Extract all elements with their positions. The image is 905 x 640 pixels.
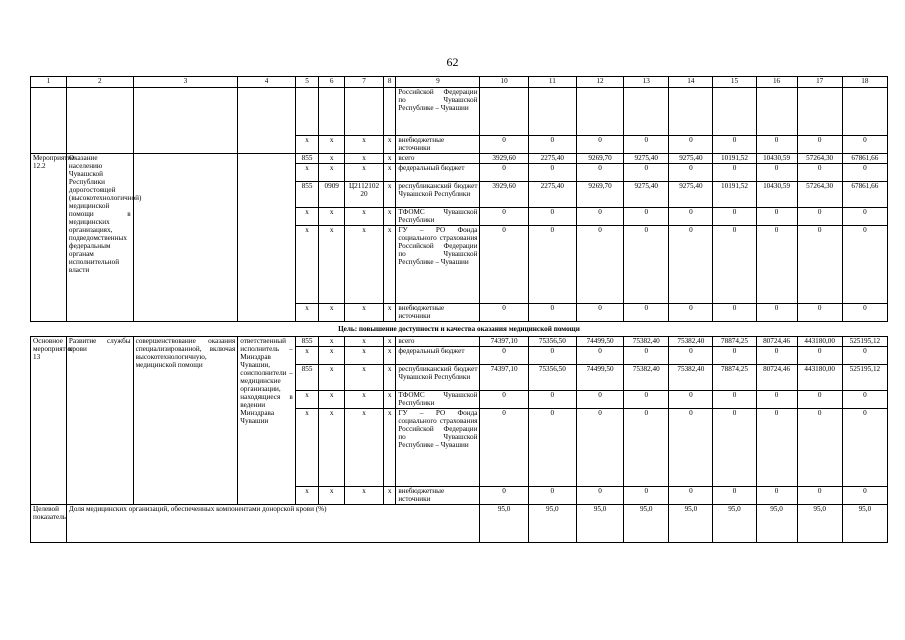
value-cell: 3929,60: [480, 182, 528, 208]
value-cell: 0: [576, 487, 623, 505]
funding-source: всего: [396, 154, 480, 164]
value-cell: 0: [842, 304, 887, 322]
value-cell: 75382,40: [669, 365, 713, 391]
value-cell: 0: [713, 226, 756, 304]
value-cell: 0: [797, 208, 842, 226]
code-article: x: [345, 154, 384, 164]
value-cell: 0: [576, 391, 623, 409]
cell-empty: [31, 88, 67, 154]
column-header-8: 8: [384, 77, 396, 88]
funding-source: республиканский бюджет Чувашской Республики: [396, 182, 480, 208]
value-cell: 0: [528, 164, 576, 182]
column-header-18: 18: [842, 77, 887, 88]
indicator-value: 95,0: [576, 505, 623, 543]
value-cell: 0: [842, 226, 887, 304]
goal-row: [31, 322, 888, 337]
value-cell: 3929,60: [480, 154, 528, 164]
table-body: [31, 77, 888, 543]
value-cell: 0: [576, 164, 623, 182]
code-section: x: [319, 304, 345, 322]
value-cell: 0: [756, 409, 797, 487]
value-cell: 10191,52: [713, 182, 756, 208]
value-cell: 9269,70: [576, 182, 623, 208]
code-type: x: [384, 337, 396, 347]
code-type: x: [384, 487, 396, 505]
cell-empty: [238, 154, 295, 322]
cell-empty: [133, 88, 238, 154]
code-type: x: [384, 409, 396, 487]
code-section: 0909: [319, 182, 345, 208]
code-type: x: [384, 226, 396, 304]
code-type: x: [384, 365, 396, 391]
value-cell: 75382,40: [624, 337, 669, 347]
funding-source: внебюджетные источники: [396, 487, 480, 505]
value-cell: 0: [669, 136, 713, 154]
value-cell: 0: [624, 304, 669, 322]
value-cell: 75382,40: [624, 365, 669, 391]
cell-empty: [528, 88, 576, 136]
value-cell: 443180,00: [797, 337, 842, 347]
value-cell: 0: [528, 136, 576, 154]
indicator-value: 95,0: [624, 505, 669, 543]
funding-source: Российской Федерации по Чувашской Республике – Чувашии: [396, 88, 480, 136]
value-cell: 0: [624, 208, 669, 226]
value-cell: 0: [797, 164, 842, 182]
cell-empty: [384, 88, 396, 136]
value-cell: 0: [842, 347, 887, 365]
indicator-label: Целевой показатель: [31, 505, 67, 543]
value-cell: 78874,25: [713, 337, 756, 347]
code-section: x: [319, 391, 345, 409]
code-type: x: [384, 347, 396, 365]
code-grbs: x: [295, 391, 319, 409]
value-cell: 0: [797, 347, 842, 365]
value-cell: 0: [842, 136, 887, 154]
value-cell: 9275,40: [624, 182, 669, 208]
value-cell: 10430,59: [756, 154, 797, 164]
value-cell: 0: [528, 226, 576, 304]
value-cell: 0: [713, 136, 756, 154]
value-cell: 0: [528, 208, 576, 226]
value-cell: 80724,46: [756, 365, 797, 391]
value-cell: 0: [480, 391, 528, 409]
code-grbs: x: [295, 304, 319, 322]
value-cell: 0: [480, 487, 528, 505]
value-cell: 0: [842, 409, 887, 487]
cell-empty: [842, 88, 887, 136]
value-cell: 74499,50: [576, 337, 623, 347]
value-cell: 0: [756, 164, 797, 182]
indicator-value: 95,0: [842, 505, 887, 543]
value-cell: 74397,10: [480, 365, 528, 391]
value-cell: 0: [480, 208, 528, 226]
value-cell: 0: [528, 487, 576, 505]
value-cell: 74397,10: [480, 337, 528, 347]
value-cell: 0: [624, 226, 669, 304]
value-cell: 0: [797, 304, 842, 322]
value-cell: 0: [756, 208, 797, 226]
funding-source: федеральный бюджет: [396, 164, 480, 182]
column-header-14: 14: [669, 77, 713, 88]
value-cell: 2275,40: [528, 182, 576, 208]
value-cell: 57264,30: [797, 182, 842, 208]
code-article: x: [345, 304, 384, 322]
cell-empty: [713, 88, 756, 136]
code-article: x: [345, 208, 384, 226]
code-section: x: [319, 347, 345, 365]
code-grbs: x: [295, 347, 319, 365]
value-cell: 9275,40: [669, 182, 713, 208]
column-header-11: 11: [528, 77, 576, 88]
funding-source: ГУ – РО Фонда социального страхования Российской Федерации по Чувашской Республике – Чувашии: [396, 226, 480, 304]
value-cell: 0: [624, 487, 669, 505]
value-cell: 0: [480, 304, 528, 322]
code-grbs: x: [295, 136, 319, 154]
value-cell: 0: [528, 347, 576, 365]
value-cell: 0: [576, 409, 623, 487]
column-header-9: 9: [396, 77, 480, 88]
measure-responsible: ответственный исполнитель – Минздрав Чувашии, соисполнители – медицинские организации, находящиеся в ведении Минздрава Чувашии: [238, 337, 295, 505]
code-article: x: [345, 136, 384, 154]
column-header-2: 2: [66, 77, 133, 88]
column-header-10: 10: [480, 77, 528, 88]
column-header-3: 3: [133, 77, 238, 88]
value-cell: 0: [669, 391, 713, 409]
column-header-4: 4: [238, 77, 295, 88]
value-cell: 0: [756, 347, 797, 365]
code-article: x: [345, 337, 384, 347]
value-cell: 0: [713, 409, 756, 487]
value-cell: 0: [480, 226, 528, 304]
value-cell: 0: [624, 409, 669, 487]
value-cell: 525195,12: [842, 365, 887, 391]
value-cell: 0: [480, 136, 528, 154]
value-cell: 0: [624, 347, 669, 365]
funding-source: ГУ – РО Фонда социального страхования Российской Федерации по Чувашской Республике – Чувашии: [396, 409, 480, 487]
code-grbs: x: [295, 487, 319, 505]
value-cell: 67861,66: [842, 182, 887, 208]
code-grbs: x: [295, 226, 319, 304]
funding-source: федеральный бюджет: [396, 347, 480, 365]
value-cell: 0: [624, 391, 669, 409]
value-cell: 0: [624, 136, 669, 154]
value-cell: 0: [842, 391, 887, 409]
code-section: x: [319, 365, 345, 391]
code-type: x: [384, 208, 396, 226]
column-header-12: 12: [576, 77, 623, 88]
value-cell: 0: [528, 304, 576, 322]
value-cell: 0: [797, 409, 842, 487]
column-header-16: 16: [756, 77, 797, 88]
value-cell: 0: [797, 487, 842, 505]
code-section: x: [319, 136, 345, 154]
indicator-value: 95,0: [480, 505, 528, 543]
code-type: x: [384, 304, 396, 322]
cell-empty: [480, 88, 528, 136]
cell-empty: [576, 88, 623, 136]
code-grbs: x: [295, 409, 319, 487]
code-article: x: [345, 391, 384, 409]
value-cell: 0: [713, 164, 756, 182]
value-cell: 0: [797, 391, 842, 409]
cell-empty: [295, 88, 319, 136]
table-row: [31, 154, 888, 164]
value-cell: 67861,66: [842, 154, 887, 164]
page-number: 62: [446, 55, 459, 69]
value-cell: 0: [713, 487, 756, 505]
value-cell: 0: [669, 226, 713, 304]
column-header-1: 1: [31, 77, 67, 88]
indicator-text: Доля медицинских организаций, обеспеченных компонентами донорской крови (%): [66, 505, 480, 543]
cell-empty: [345, 88, 384, 136]
cell-empty: [797, 88, 842, 136]
value-cell: 0: [842, 208, 887, 226]
column-header-17: 17: [797, 77, 842, 88]
funding-source: республиканский бюджет Чувашской Республики: [396, 365, 480, 391]
code-grbs: x: [295, 164, 319, 182]
goal-text: Цель: повышение доступности и качества оказания медицинской помощи: [31, 322, 888, 337]
value-cell: 2275,40: [528, 154, 576, 164]
column-header-15: 15: [713, 77, 756, 88]
code-type: x: [384, 154, 396, 164]
value-cell: 10430,59: [756, 182, 797, 208]
code-grbs: 855: [295, 337, 319, 347]
value-cell: 75356,50: [528, 337, 576, 347]
value-cell: 0: [480, 164, 528, 182]
program-table: [30, 76, 888, 543]
column-header-13: 13: [624, 77, 669, 88]
code-section: x: [319, 154, 345, 164]
value-cell: 0: [756, 391, 797, 409]
value-cell: 0: [797, 226, 842, 304]
cell-empty: [66, 88, 133, 154]
code-grbs: x: [295, 208, 319, 226]
value-cell: 9275,40: [624, 154, 669, 164]
funding-source: ТФОМС Чувашской Республики: [396, 391, 480, 409]
value-cell: 74499,50: [576, 365, 623, 391]
code-grbs: 855: [295, 154, 319, 164]
funding-source: ТФОМС Чувашской Республики: [396, 208, 480, 226]
code-section: x: [319, 226, 345, 304]
funding-source: внебюджетные источники: [396, 136, 480, 154]
cell-empty: [756, 88, 797, 136]
measure-name: Оказание населению Чувашской Республики дорогостоящей (высокотехнологичной) медицинской помощи в медицинских организациях, подведомственных федеральным органам исполнительной власти: [66, 154, 133, 322]
measure-label: Основное мероприятие 13: [31, 337, 67, 505]
value-cell: 0: [576, 226, 623, 304]
indicator-row: [31, 505, 888, 543]
code-article: x: [345, 365, 384, 391]
value-cell: 0: [713, 391, 756, 409]
value-cell: 80724,46: [756, 337, 797, 347]
value-cell: 0: [756, 226, 797, 304]
value-cell: 0: [528, 391, 576, 409]
value-cell: 0: [528, 409, 576, 487]
cell-empty: [238, 88, 295, 154]
value-cell: 0: [624, 164, 669, 182]
value-cell: 75382,40: [669, 337, 713, 347]
value-cell: 0: [669, 164, 713, 182]
code-section: x: [319, 164, 345, 182]
cell-empty: [669, 88, 713, 136]
value-cell: 0: [669, 409, 713, 487]
code-section: x: [319, 487, 345, 505]
code-article: x: [345, 226, 384, 304]
code-type: x: [384, 391, 396, 409]
value-cell: 0: [713, 304, 756, 322]
value-cell: 0: [713, 208, 756, 226]
value-cell: 0: [576, 347, 623, 365]
indicator-value: 95,0: [756, 505, 797, 543]
value-cell: 0: [842, 164, 887, 182]
code-article: x: [345, 409, 384, 487]
value-cell: 0: [669, 487, 713, 505]
value-cell: 78874,25: [713, 365, 756, 391]
funding-source: всего: [396, 337, 480, 347]
funding-source: внебюджетные источники: [396, 304, 480, 322]
value-cell: 0: [576, 208, 623, 226]
indicator-value: 95,0: [797, 505, 842, 543]
indicator-value: 95,0: [713, 505, 756, 543]
value-cell: 0: [797, 136, 842, 154]
code-type: x: [384, 136, 396, 154]
value-cell: 57264,30: [797, 154, 842, 164]
code-type: x: [384, 182, 396, 208]
code-article: x: [345, 487, 384, 505]
column-header-7: 7: [345, 77, 384, 88]
table-row: [31, 88, 888, 136]
value-cell: 0: [756, 136, 797, 154]
column-header-5: 5: [295, 77, 319, 88]
cell-empty: [319, 88, 345, 136]
value-cell: 10191,52: [713, 154, 756, 164]
code-article: x: [345, 347, 384, 365]
value-cell: 0: [576, 304, 623, 322]
value-cell: 0: [713, 347, 756, 365]
code-section: x: [319, 337, 345, 347]
value-cell: 0: [669, 208, 713, 226]
value-cell: 75356,50: [528, 365, 576, 391]
value-cell: 9275,40: [669, 154, 713, 164]
header-row: [31, 77, 888, 88]
value-cell: 9269,70: [576, 154, 623, 164]
column-header-6: 6: [319, 77, 345, 88]
table-row: [31, 337, 888, 347]
value-cell: 0: [842, 487, 887, 505]
indicator-value: 95,0: [669, 505, 713, 543]
measure-label: Мероприятие 12.2: [31, 154, 67, 322]
value-cell: 0: [756, 487, 797, 505]
value-cell: 0: [669, 347, 713, 365]
code-type: x: [384, 164, 396, 182]
value-cell: 0: [480, 409, 528, 487]
code-section: x: [319, 208, 345, 226]
cell-empty: [624, 88, 669, 136]
value-cell: 0: [669, 304, 713, 322]
code-article: Ц2112102 20: [345, 182, 384, 208]
code-section: x: [319, 409, 345, 487]
code-article: x: [345, 164, 384, 182]
measure-task: совершенствование оказания специализированной, включая высокотехнологичную, медицинской помощи: [133, 337, 238, 505]
measure-name: Развитие службы крови: [66, 337, 133, 505]
value-cell: 525195,12: [842, 337, 887, 347]
value-cell: 0: [480, 347, 528, 365]
code-grbs: 855: [295, 182, 319, 208]
value-cell: 0: [576, 136, 623, 154]
value-cell: 0: [756, 304, 797, 322]
cell-empty: [133, 154, 238, 322]
value-cell: 443180,00: [797, 365, 842, 391]
indicator-value: 95,0: [528, 505, 576, 543]
code-grbs: 855: [295, 365, 319, 391]
